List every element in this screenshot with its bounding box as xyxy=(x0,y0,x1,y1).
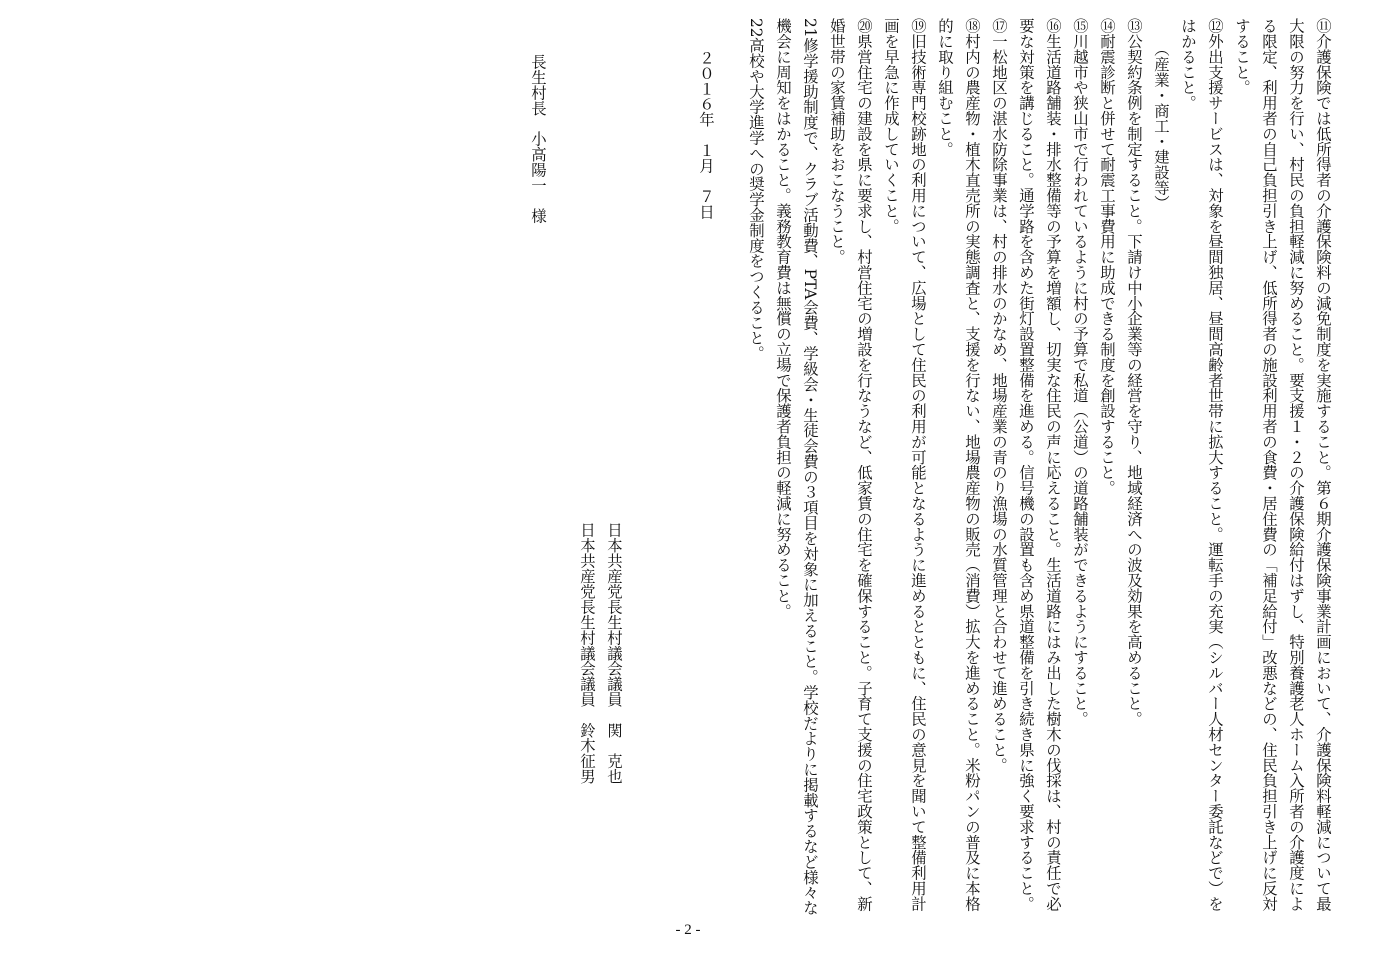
request-item-21: 21修学援助制度で、クラブ活動費、PTA会費、学級会・生徒会費の３項目を対象に加えること。学校だよりに掲載するなど様々な機会に周知をはかること。義務教育費は無償の立場で保護者負担の軽減に努めること。 xyxy=(774,18,819,916)
request-item-11: ⑪介護保険では低所得者の介護保険料の減免制度を実施すること。第６期介護保険事業計画において、介護保険料軽減について最大限の努力を行い、村民の負担軽減に努めること。要支援１・２の介護保険給付はずし、特別養護老人ホーム入所者の介護度による限定、利用者の自己負担引き上げ、低所得者の施設利用者の食費・居住費の「補足給付」改悪などの、住民負担引き上げに反対すること。 xyxy=(1233,18,1332,912)
request-item-13: ⑬公契約条例を制定すること。下請け中小企業等の経営を守り、地域経済への波及効果を高めること。 xyxy=(1125,18,1143,727)
document-date: ２０１６年 １月 ７日 xyxy=(697,50,715,220)
section-heading-industry: （産業・商工・建設等） xyxy=(1152,18,1170,211)
request-item-17: ⑰一松地区の湛水防除事業は、村の排水のかなめ、地場産業の青のり漁場の水質管理と合わせて進めること。 xyxy=(990,18,1008,773)
request-item-19: ⑲旧技術専門校跡地の利用について、広場として住民の利用が可能となるように進めるとともに、住民の意見を聞いて整備利用計画を早急に作成していくこと。 xyxy=(882,18,927,912)
page-number: - 2 - xyxy=(675,922,701,938)
request-item-18: ⑱村内の農産物・植木直売所の実態調査と、支援を行ない、地場農産物の販売（消費）拡大を進めること。米粉パンの普及に本格的に取り組むこと。 xyxy=(936,18,981,912)
signature-member-1: 日本共産党長生村議会議員 関 克也 xyxy=(605,522,623,784)
request-list xyxy=(736,18,1336,918)
request-item-16: ⑯生活道路舗装・排水整備等の予算を増額し、切実な住民の声に応えること。生活道路にはみ出した樹木の伐採は、村の責任で必要な対策を講じること。通学路を含めた街灯設置整備を進める。信号機の設置も含め県道整備を引き続き県に強く要求すること。 xyxy=(1017,18,1062,912)
signature-member-2: 日本共産党長生村議会議員 鈴木征男 xyxy=(578,522,596,784)
request-item-22: 22高校や大学進学への奨学金制度をつくること。 xyxy=(747,18,765,361)
request-item-12: ⑫外出支援サービスは、対象を昼間独居、昼間高齢者世帯に拡大すること。運転手の充実（シルバー人材センター委託などで）をはかること。 xyxy=(1179,18,1224,912)
request-item-20: ⑳県営住宅の建設を県に要求し、村営住宅の増設を行なうなど、低家賃の住宅を確保すること。子育て支援の住宅政策として、新婚世帯の家賃補助をおこなうこと。 xyxy=(828,18,873,912)
request-item-14: ⑭耐震診断と併せて耐震工事費用に助成できる制度を創設すること。 xyxy=(1098,18,1116,496)
addressee: 長生村長 小高陽一 様 xyxy=(529,54,547,224)
request-item-15: ⑮川越市や狭山市で行われているように村の予算で私道（公道）の道路舗装ができるようにすること。 xyxy=(1071,18,1089,727)
